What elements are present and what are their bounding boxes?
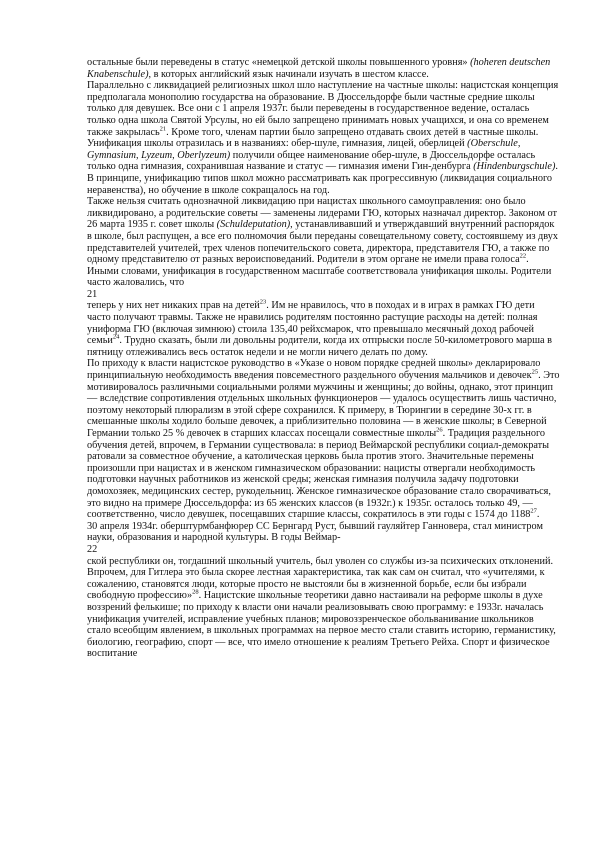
paragraph (87, 196, 560, 289)
footnote-ref: 21 (159, 125, 167, 133)
paragraph-text: . Иными словами, унификация в государственном масштабе соответствовала унификация школы. Родители часто жаловались, что (87, 254, 552, 289)
footnote-ref: 27 (530, 507, 537, 515)
italic-term: (Oberschule, Gymnasium, Lyzeum, Oberlyzeum) (87, 138, 521, 161)
paragraph-text: Параллельно с ликвидацией религиозных школ шло наступление на частные школы: нацистская концепция предполагала монополию государства на образование. В Дюссельдорфе были частные средние школы только для девушек. Все они с 1 апреля 1937г. были переведены в государственное ведение, осталась только одна школа Святой Урсулы, но ей было запрещено принимать новых учащихся, и она со временем также закрылась (87, 80, 559, 138)
paragraph-text: остальные были переведены в статус «немецкой детской школы повышенного уровня» (87, 57, 471, 68)
paragraph (87, 300, 560, 358)
footnote-ref: 26 (436, 426, 443, 434)
footnote-ref: 23 (259, 299, 267, 307)
paragraph-text: . В принципе, унификацию типов школ можно рассматривать как прогрессивную (ликвидация социального неравенства), но обучение в школе сокращалось на год. (87, 161, 558, 196)
italic-term: (Schuldeputation) (216, 219, 291, 231)
paragraph-text: . Это мотивировалось различными социальными ролями мужчины и женщины; до войны, однако, этот принцип — вследствие сопротивления отдельных школьных функционеров — удалось осуществить лишь частично, поэтому некоторый плюрализм в этой сфере сохранился. К примеру, в Тюрингии в середине 30-х гг. в смешанные школы ходило больше девочек, а приблизительно половина — в женские школы; в Северной Германии только 25 % девочек в старших классах посещали совместные школы (87, 370, 560, 439)
paragraph-text: Также нельзя считать однозначной ликвидацию при нацистах школьного самоуправления: оно было ликвидировано, а родительские советы — заменены лидерами ГЮ, которых назначал директор. Законом от 26 марта 1935 г. совет школы (87, 196, 558, 231)
paragraph-text: . (536, 509, 540, 521)
paragraph-text: . Традиция раздельного обучения детей, впрочем, в Германии существовала: в период Веймарской республики социал-демократы ратовали за совместное обучение, а католическая церковь была против этого. Значительные перемены произошли при нацистах и в женском гимназическом образовании: нацисты отвергали необходимость подготовки научных работников из женской среды; женская гимназия получила задачу подготовки домохозяек, медицинских сестер, рукодельниц. Женское гимназическое образование стало сворачиваться, это видно на примере Дюссельдорфа: из 65 женских классов (в 1932г.) к 1935г. осталось только 49, — соответственно, число девушек, посещавших старшие классы, сократилось в эти годы с 1574 до 1188 (87, 428, 551, 521)
paragraph-text: . Трудно сказать, были ли довольны родители, когда их отпрыски после 50-километрового марша в пятницу отлеживались весь остаток недели и не могли ничего делать по дому. (87, 335, 552, 358)
footnote-ref: 25 (531, 368, 539, 376)
page-number: 22 (87, 543, 98, 555)
paragraph-text: теперь у них нет никаких прав на детей (87, 300, 260, 312)
page-number: 21 (87, 288, 98, 300)
paragraph (87, 358, 560, 520)
paragraph-text: . Им не нравилось, что в походах и в играх в рамках ГЮ дети часто получают травмы. Также не нравились родителям постоянно растущие расходы на детей: полная униформа ГЮ (включая зимнюю) стоила 135,40 рейхсмарок, что превышало месячный доход рабочей семьи (87, 300, 538, 347)
footnote-ref: 24 (112, 333, 120, 341)
paragraph-text: , в которых английский язык начинали изучать в шестом классе. (148, 68, 429, 80)
paragraph-text: получили общее наименование обер-шуле, в Дюссельдорфе осталась только одна гимназия, сохранившая название и статус — гимназия имени Гин-денбурга (87, 149, 536, 173)
paragraph-text: 30 апреля 1934г. оберштурмбанфюрер СС Бернгард Руст, бывший гауляйтер Ганновера, стал министром науки, образования и народной культуры. В годы Веймар- (87, 520, 543, 544)
footnote-ref: 22 (519, 252, 527, 260)
paragraph-text: Унификация школы отразилась и в названиях: обер-шуле, гимназия, лицей, оберлицей (87, 138, 468, 150)
paragraph-text: По приходу к власти нацистское руководство в «Указе о новом порядке средней школы» декларировало принципиальную необходимость введения повсеместного раздельного обучения мальчиков и девочек (87, 358, 541, 382)
italic-term: (Hindenburgschule) (473, 161, 556, 173)
paragraph (87, 138, 560, 196)
italic-term: (hoheren deutschen Knabenschule) (87, 57, 551, 80)
paragraph-text: , устанавливавший и утверждавший внутренний распорядок в школе, был распущен, а все его полномочия были переданы совещательному совету, состоявшему из двух представителей учителей, трех членов попечительского совета, директора, представителя ГЮ, а также по одному представителю от разных вероисповеданий. Родители в этом органе не имели права голоса (87, 219, 559, 266)
paragraph-text: ской республики он, тогдашний школьный учитель, был уволен со службы из-за психических отклонений. Впрочем, для Гитлера это была скорее лестная характеристика, так как сам он считал, что «учителями, к сожалению, становятся люди, которые просто не выстояли бы в жизненной борьбе, если бы избрали свободную профессию» (87, 555, 554, 602)
paragraph (87, 80, 560, 138)
paragraph (87, 556, 560, 660)
paragraph (87, 521, 560, 544)
paragraph (87, 57, 560, 80)
paragraph-text: . Нацистские школьные теоретики давно настаивали на реформе школы в духе воззрений фелькише; по приходу к власти они начали реализовывать свою программу: е 1933г. началась унификация учителей, исправление учебных планов; мировоззренческое обольванивание школьников стало всеобщим явлением, в школьных программах на первое место стали ставить историю, германистику, биологию, географию, спорт — все, что имело отношение к реалиям Третьего Рейха. Спорт и физическое воспитание (87, 590, 556, 660)
footnote-ref: 28 (192, 588, 199, 596)
paragraph-text: . Кроме того, членам партии было запрещено отдавать своих детей в частные школы. (166, 126, 539, 138)
